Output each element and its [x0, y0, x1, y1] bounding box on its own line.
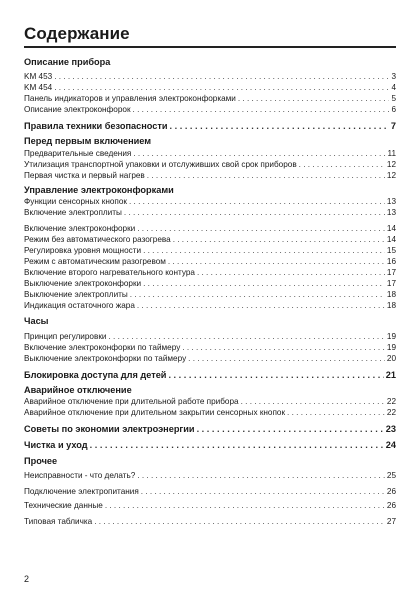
toc-entry-page: 13 — [386, 208, 396, 217]
toc-entry-page: 23 — [385, 424, 396, 434]
toc-section-entry[interactable] — [24, 370, 396, 381]
toc-entry[interactable] — [24, 407, 396, 418]
toc-entry-label: Выключение электроплиты — [24, 290, 128, 299]
dot-leader — [241, 396, 385, 407]
toc-entry[interactable] — [24, 82, 396, 93]
dot-leader — [130, 289, 385, 300]
toc-entry-label: Первая чистка и первый нагрев — [24, 171, 145, 180]
toc-entry-label: Режим без автоматического разогрева — [24, 235, 171, 244]
toc-entry-page: 12 — [386, 171, 396, 180]
toc-entry-label: Блокировка доступа для детей — [24, 370, 167, 380]
dot-leader — [197, 267, 385, 278]
toc-entry-page: 14 — [386, 224, 396, 233]
toc-entry[interactable] — [24, 300, 396, 311]
toc-entry-label: Советы по экономии электроэнергии — [24, 424, 195, 434]
toc-entry-label: Описание электроконфорок — [24, 105, 131, 114]
toc-entry[interactable] — [24, 353, 396, 364]
dot-leader — [90, 440, 384, 451]
toc-entry-label: Выключение электроконфорки — [24, 279, 142, 288]
dot-leader — [133, 148, 385, 159]
toc-entry-page: 22 — [386, 408, 396, 417]
toc-entry[interactable] — [24, 170, 396, 181]
toc-section-entry[interactable] — [24, 121, 396, 132]
toc-entry-label: Чистка и уход — [24, 440, 88, 450]
toc-entry[interactable] — [24, 396, 396, 407]
dot-leader — [54, 71, 389, 82]
toc-entry-page: 7 — [390, 121, 396, 131]
dot-leader — [299, 159, 385, 170]
toc-entry[interactable] — [24, 104, 396, 115]
page-number: 2 — [24, 574, 30, 584]
toc-entry[interactable] — [24, 486, 396, 497]
toc-entry-page: 26 — [386, 487, 396, 496]
dot-leader — [173, 234, 385, 245]
toc-entry-page: 17 — [386, 279, 396, 288]
toc-entry-label: Утилизация транспортной упаковки и отслуживших свой срок приборов — [24, 160, 297, 169]
toc-entry[interactable] — [24, 159, 396, 170]
toc-entry-label: Включение электроконфорки — [24, 224, 136, 233]
toc-entry-label: Подключение электропитания — [24, 487, 139, 496]
toc-entry-page: 19 — [386, 343, 396, 352]
toc-entry-label: Предварительные сведения — [24, 149, 132, 158]
dot-leader — [143, 245, 385, 256]
toc-entry[interactable] — [24, 148, 396, 159]
toc-entry-label: Аварийное отключение при длительной работе прибора — [24, 397, 239, 406]
toc-entry[interactable] — [24, 71, 396, 82]
dot-leader — [143, 278, 385, 289]
toc-entry-label: Режим с автоматическим разогревом — [24, 257, 166, 266]
dot-leader — [287, 407, 385, 418]
dot-leader — [137, 300, 385, 311]
toc-entry-page: 27 — [386, 517, 396, 526]
dot-leader — [105, 500, 385, 511]
toc-entry-label: Типовая табличка — [24, 517, 93, 526]
toc-entry-page: 20 — [386, 354, 396, 363]
toc-entry-label: Индикация остаточного жара — [24, 301, 135, 310]
dot-leader — [188, 353, 385, 364]
toc-entry[interactable] — [24, 234, 396, 245]
toc-entry[interactable] — [24, 93, 396, 104]
toc-section-entry[interactable] — [24, 440, 396, 451]
toc-entry[interactable] — [24, 342, 396, 353]
section-heading: Управление электроконфорками — [24, 185, 174, 195]
title-rule — [24, 46, 396, 48]
toc-entry-page: 25 — [386, 471, 396, 480]
toc-entry-page: 24 — [385, 440, 396, 450]
toc-entry-label: Неисправности - что делать? — [24, 471, 136, 480]
toc-entry-label: Правила техники безопасности — [24, 121, 168, 131]
toc-entry-page: 21 — [385, 370, 396, 380]
toc-entry[interactable] — [24, 245, 396, 256]
toc-entry[interactable] — [24, 289, 396, 300]
dot-leader — [108, 331, 384, 342]
section-heading: Описание прибора — [24, 57, 111, 67]
toc-entry[interactable] — [24, 207, 396, 218]
page-title: Содержание — [24, 24, 130, 43]
toc-entry-page: 15 — [386, 246, 396, 255]
toc-entry-page: 18 — [386, 301, 396, 310]
toc-entry-label: Регулировка уровня мощности — [24, 246, 142, 255]
toc-entry[interactable] — [24, 223, 396, 234]
toc-entry-label: Включение второго нагревательного контура — [24, 268, 195, 277]
dot-leader — [170, 121, 389, 132]
toc-entry-label: Выключение электроконфорки по таймеру — [24, 354, 187, 363]
toc-entry-page: 5 — [391, 94, 396, 103]
toc-entry-page: 3 — [391, 72, 396, 81]
dot-leader — [94, 516, 385, 527]
toc-entry[interactable] — [24, 256, 396, 267]
toc-entry[interactable] — [24, 196, 396, 207]
toc-entry-label: Аварийное отключение при длительном закрытии сенсорных кнопок — [24, 408, 286, 417]
toc-entry-page: 18 — [386, 290, 396, 299]
toc-entry-label: Технические данные — [24, 501, 103, 510]
toc-entry-label: Включение электроконфорки по таймеру — [24, 343, 181, 352]
dot-leader — [54, 82, 389, 93]
dot-leader — [182, 342, 385, 353]
toc-entry-page: 6 — [391, 105, 396, 114]
toc-entry-label: KM 454 — [24, 83, 53, 92]
section-heading: Перед первым включением — [24, 136, 152, 146]
toc-entry-page: 19 — [386, 332, 396, 341]
toc-entry[interactable] — [24, 470, 396, 481]
dot-leader — [137, 223, 385, 234]
toc-section-entry[interactable] — [24, 424, 396, 435]
toc-entry[interactable] — [24, 500, 396, 511]
toc-entry-label: KM 453 — [24, 72, 53, 81]
toc-entry-page: 11 — [387, 149, 396, 158]
dot-leader — [137, 470, 385, 481]
toc-entry-page: 17 — [386, 268, 396, 277]
dot-leader — [129, 196, 385, 207]
toc-entry-label: Панель индикаторов и управления электроконфорками — [24, 94, 236, 103]
toc-entry-label: Функции сенсорных кнопок — [24, 197, 127, 206]
section-heading: Аварийное отключение — [24, 385, 132, 395]
dot-leader — [197, 424, 384, 435]
toc-entry[interactable] — [24, 278, 396, 289]
section-heading: Часы — [24, 316, 49, 326]
toc-entry[interactable] — [24, 267, 396, 278]
section-heading: Прочее — [24, 456, 58, 466]
toc-entry-page: 12 — [386, 160, 396, 169]
dot-leader — [147, 170, 385, 181]
dot-leader — [168, 256, 385, 267]
dot-leader — [133, 104, 390, 115]
toc-entry-page: 13 — [386, 197, 396, 206]
dot-leader — [238, 93, 390, 104]
toc-entry[interactable] — [24, 516, 396, 527]
toc-entry-page: 14 — [386, 235, 396, 244]
dot-leader — [124, 207, 385, 218]
toc-entry-page: 22 — [386, 397, 396, 406]
dot-leader — [168, 370, 383, 381]
toc-entry-page: 16 — [386, 257, 396, 266]
toc-entry-page: 26 — [386, 501, 396, 510]
toc-entry-page: 4 — [391, 83, 396, 92]
dot-leader — [141, 486, 385, 497]
toc-entry[interactable] — [24, 331, 396, 342]
toc-entry-label: Принцип регулировки — [24, 332, 107, 341]
toc-entry-label: Включение электроплиты — [24, 208, 122, 217]
